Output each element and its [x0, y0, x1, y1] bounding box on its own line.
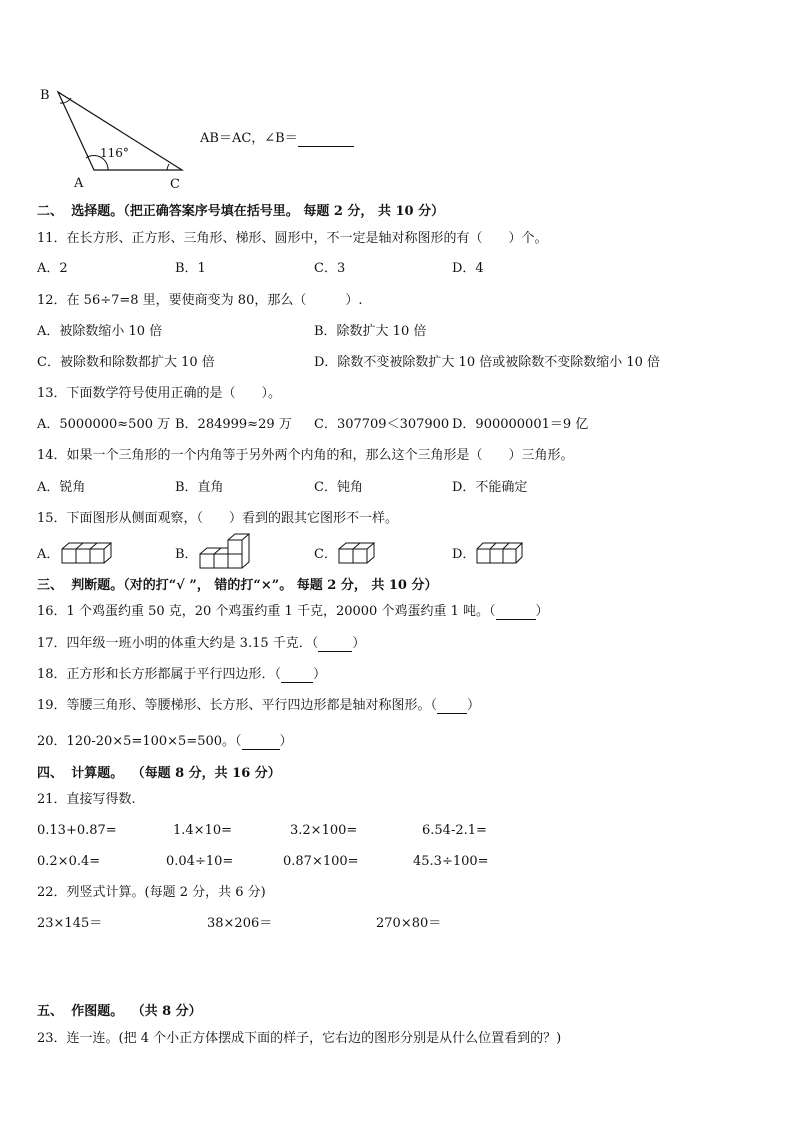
question-15-stem: 15．下面图形从侧面观察，（ ）看到的跟其它图形不一样。 [37, 511, 399, 526]
calc-item: 3.2×100= [290, 823, 358, 838]
section-number: 五、 [37, 1004, 64, 1019]
calc-item: 0.87×100= [283, 854, 359, 869]
question-19 [37, 698, 480, 714]
calc-item: 1.4×10= [173, 823, 233, 838]
section-3-header [37, 578, 438, 594]
calc-item: 0.2×0.4= [37, 854, 101, 869]
paren-close: ） [467, 698, 481, 713]
question-11-option-b[interactable]: B．1 [175, 261, 206, 276]
section-title: 作图题。 [71, 1004, 124, 1019]
answer-blank[interactable] [318, 651, 352, 652]
question-11-option-d[interactable]: D．4 [452, 261, 484, 276]
question-16-stem: 16．1 个鸡蛋约重 50 克，20 个鸡蛋约重 1 千克，20000 个鸡蛋约重 1 吨。（ [37, 604, 496, 619]
question-20-stem: 20．120-20×5=100×5=500。（ [37, 734, 242, 749]
question-13-option-d[interactable]: D．900000001＝9 亿 [452, 417, 589, 432]
calc-item: 6.54-2.1= [422, 823, 487, 838]
question-16 [37, 604, 549, 620]
question-22-stem: 22．列竖式计算。(每题 2 分，共 6 分) [37, 885, 266, 900]
question-11-option-a[interactable]: A．2 [37, 261, 68, 276]
calc-item: 0.04÷10= [166, 854, 234, 869]
cube-figure-b [198, 531, 254, 569]
vertex-label-b: B [40, 88, 50, 103]
question-13-option-b[interactable]: B．284999≈29 万 [175, 417, 292, 432]
section-title: 判断题。 [71, 578, 124, 593]
cube-figure-a [60, 540, 116, 566]
question-14-option-a[interactable]: A．锐角 [37, 480, 86, 495]
angle-label: 116° [100, 146, 129, 160]
answer-blank[interactable] [496, 619, 536, 620]
section-number: 四、 [37, 766, 64, 781]
vertex-label-a: A [74, 176, 84, 191]
answer-blank[interactable] [437, 713, 467, 714]
section-title: 计算题。 [71, 766, 124, 781]
question-20 [37, 734, 293, 750]
section-title: 选择题。 [71, 204, 124, 219]
triangle-condition [200, 131, 354, 147]
vertical-calc-item: 23×145＝ [37, 916, 103, 931]
section-note: （每题 8 分，共 16 分） [131, 766, 281, 781]
question-15-option-c[interactable]: C． [314, 547, 337, 562]
paren-close: ） [279, 734, 293, 749]
vertical-calc-item: 270×80＝ [376, 916, 442, 931]
paren-close: ） [352, 636, 366, 651]
condition-text: AB＝AC，∠B＝ [200, 131, 298, 146]
section-2-header [37, 204, 444, 220]
question-21-stem: 21．直接写得数. [37, 792, 136, 807]
question-15-option-a[interactable]: A． [37, 547, 60, 562]
answer-blank[interactable] [242, 749, 280, 750]
cube-figure-c [337, 540, 381, 566]
question-12-option-d[interactable]: D．除数不变被除数扩大 10 倍或被除数不变除数缩小 10 倍 [314, 355, 661, 370]
question-11-stem: 11．在长方形、正方形、三角形、梯形、圆形中，不一定是轴对称图形的有（ ）个。 [37, 231, 548, 246]
question-12-option-b[interactable]: B．除数扩大 10 倍 [314, 324, 427, 339]
question-12-stem: 12．在 56÷7=8 里，要使商变为 80，那么（ ）. [37, 293, 363, 308]
question-11-option-c[interactable]: C．3 [314, 261, 346, 276]
paren-close: ） [535, 604, 549, 619]
question-12-option-a[interactable]: A．被除数缩小 10 倍 [37, 324, 163, 339]
section-note: （对的打“√ ”， 错的打“×”。 每题 2 分， 共 10 分） [123, 578, 438, 593]
question-18-stem: 18．正方形和长方形都属于平行四边形．（ [37, 667, 282, 682]
question-14-stem: 14．如果一个三角形的一个内角等于另外两个内角的和，那么这个三角形是（ ）三角形。 [37, 448, 574, 463]
answer-blank[interactable] [281, 682, 313, 683]
question-12-option-c[interactable]: C．被除数和除数都扩大 10 倍 [37, 355, 215, 370]
section-note: （共 8 分） [131, 1004, 202, 1019]
question-14-option-d[interactable]: D．不能确定 [452, 480, 528, 495]
question-14-option-c[interactable]: C．钝角 [314, 480, 363, 495]
section-note: （把正确答案序号填在括号里。 每题 2 分， 共 10 分） [123, 204, 445, 219]
calc-item: 0.13+0.87= [37, 823, 117, 838]
question-13-stem: 13．下面数学符号使用正确的是（ ）。 [37, 386, 282, 401]
vertex-label-c: C [170, 177, 180, 192]
question-23-stem: 23．连一连。(把 4 个小正方体摆成下面的样子，它右边的图形分别是从什么位置看到的？) [37, 1031, 562, 1046]
paren-close: ） [313, 667, 327, 682]
question-18 [37, 667, 326, 683]
question-17-stem: 17．四年级一班小明的体重大约是 3.15 千克．（ [37, 636, 319, 651]
question-15-option-b[interactable]: B． [175, 547, 198, 562]
section-5-header [37, 1004, 202, 1020]
cube-figure-d [475, 540, 523, 566]
answer-blank[interactable] [298, 146, 354, 147]
vertical-calc-item: 38×206＝ [207, 916, 273, 931]
section-number: 三、 [37, 578, 64, 593]
calc-item: 45.3÷100= [413, 854, 489, 869]
question-17 [37, 636, 365, 652]
question-13-option-c[interactable]: C．307709＜307900 [314, 417, 450, 432]
angle-arc-c [167, 164, 169, 170]
question-15-option-d[interactable]: D． [452, 547, 476, 562]
section-number: 二、 [37, 204, 64, 219]
question-13-option-a[interactable]: A．5000000≈500 万 [37, 417, 171, 432]
section-4-header [37, 766, 281, 782]
question-19-stem: 19．等腰三角形、等腰梯形、长方形、平行四边形都是轴对称图形。（ [37, 698, 438, 713]
question-14-option-b[interactable]: B．直角 [175, 480, 224, 495]
